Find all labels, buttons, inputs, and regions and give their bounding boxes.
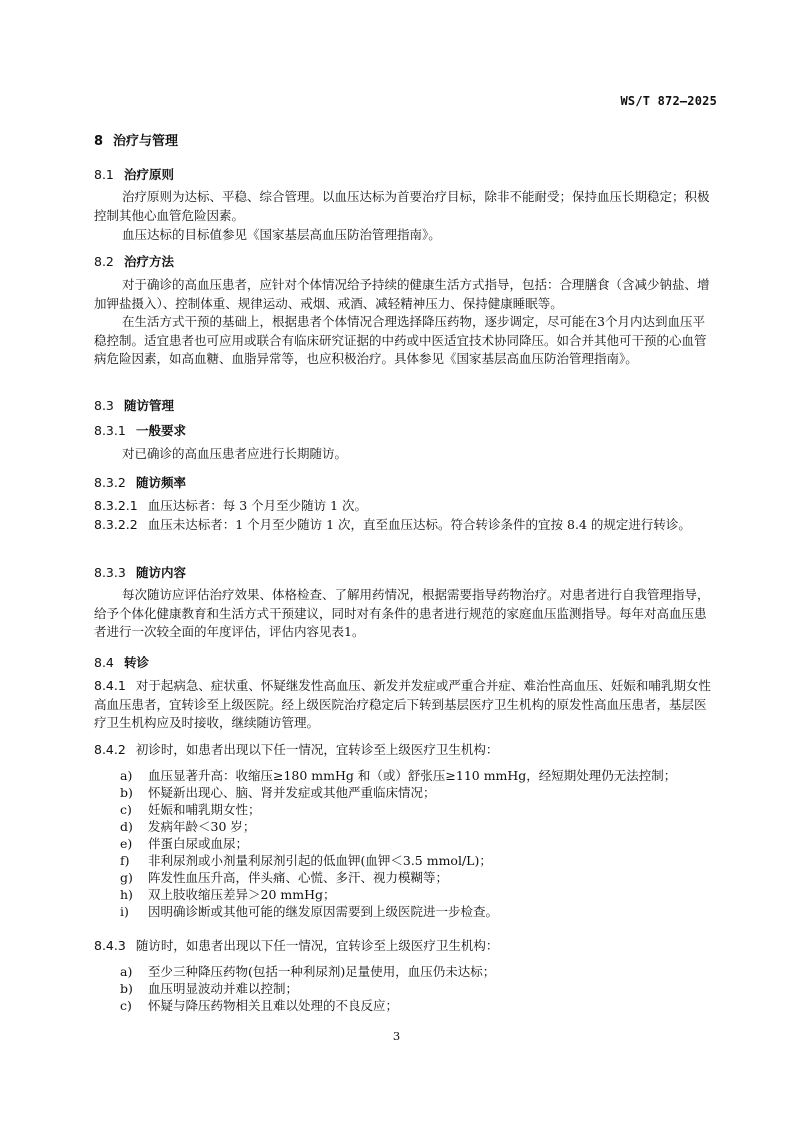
list-marker: c)	[120, 802, 132, 817]
paragraph: 治疗原则为达标、平稳、综合管理。以血压达标为首要治疗目标，除非不能耐受；保持血压长期稳定；积极控制其他心血管危险因素。	[94, 189, 710, 223]
list-text: 血压显著升高：收缩压≥180 mmHg 和（或）舒张压≥110 mmHg，经短期处理仍无法控制；	[148, 768, 677, 783]
list-text: 怀疑与降压药物相关且难以处理的不良反应；	[148, 998, 399, 1013]
list-item	[120, 869, 716, 886]
list-text: 妊娠和哺乳期女性；	[148, 802, 261, 817]
clause-number: 8.4.1	[94, 678, 126, 693]
section-number: 8	[94, 134, 104, 149]
section-number: 8.3	[94, 398, 114, 413]
section-title: 随访内容	[136, 565, 187, 580]
section-heading-8-3-2	[94, 473, 186, 491]
list-marker: h)	[120, 887, 133, 902]
list-text: 怀疑新出现心、脑、肾并发症或其他严重临床情况；	[148, 785, 436, 800]
clause-8-4-1	[94, 677, 716, 733]
list-item	[120, 852, 716, 869]
list-marker: c)	[120, 998, 132, 1013]
section-heading-8-3	[94, 396, 174, 414]
clause-number: 8.4.2	[94, 742, 126, 757]
section-heading-8-3-3	[94, 563, 186, 581]
clause-8-3-2-1	[94, 497, 716, 516]
paragraph: 每次随访应评估治疗效果、体格检查、了解用药情况，根据需要指导药物治疗。对患者进行自我管理指导，给予个体化健康教育和生活方式干预建议，同时对有条件的患者进行规范的家庭血压监测指导。每年对高血压患者进行一次较全面的年度评估，评估内容见表1。	[94, 587, 710, 640]
section-number: 8.1	[94, 167, 114, 182]
clause-8-4-3	[94, 937, 716, 956]
list-text: 发病年龄＜30 岁；	[148, 819, 256, 834]
list-item	[120, 835, 716, 852]
clause-text: 初诊时，如患者出现以下任一情况，宜转诊至上级医疗卫生机构：	[135, 742, 499, 757]
clause-number: 8.3.2.1	[94, 498, 138, 513]
list-item	[120, 784, 716, 801]
list-marker: a)	[120, 768, 133, 783]
list-item	[120, 818, 716, 835]
list-text: 因明确诊断或其他可能的继发原因需要到上级医院进一步检查。	[148, 904, 499, 919]
section-number: 8.3.2	[94, 475, 126, 490]
standard-number: WS/T 872—2025	[620, 94, 717, 108]
clause-8-3-2-2	[94, 516, 716, 535]
section-heading-8-4	[94, 653, 149, 671]
list-item	[120, 963, 716, 980]
section-title: 治疗与管理	[113, 134, 179, 149]
section-number: 8.2	[94, 254, 114, 269]
list-marker: g)	[120, 870, 133, 885]
list-marker: f)	[120, 853, 130, 868]
list-item	[120, 767, 716, 784]
section-title: 一般要求	[136, 423, 187, 438]
list-8-4-2	[120, 767, 716, 920]
list-marker: e)	[120, 836, 133, 851]
list-text: 伴蛋白尿或血尿；	[148, 836, 249, 851]
page-number: 3	[392, 1029, 401, 1043]
list-text: 至少三种降压药物(包括一种利尿剂)足量使用，血压仍未达标；	[148, 964, 496, 979]
clause-number: 8.4.3	[94, 938, 126, 953]
section-heading-8-1	[94, 165, 174, 183]
list-item	[120, 903, 716, 920]
clause-number: 8.3.2.2	[94, 517, 138, 532]
list-item	[120, 980, 716, 997]
list-marker: b)	[120, 981, 133, 996]
section-title: 治疗原则	[124, 167, 175, 182]
list-text: 双上肢收缩压差异＞20 mmHg；	[148, 887, 336, 902]
list-item	[120, 997, 716, 1014]
paragraph: 血压达标的目标值参见《国家基层高血压防治管理指南》。	[122, 227, 441, 242]
section-title: 随访管理	[124, 398, 175, 413]
list-marker: a)	[120, 964, 133, 979]
clause-text: 对于起病急、症状重、怀疑继发性高血压、新发并发症或严重合并症、难治性高血压、妊娠和哺乳期女性高血压患者，宜转诊至上级医院。经上级医院治疗稳定后下转到基层医疗卫生机构的原发性高血压患者，基层医疗卫生机构应及时接收，继续随访管理。	[94, 678, 711, 731]
clause-text: 随访时，如患者出现以下任一情况，宜转诊至上级医疗卫生机构：	[135, 938, 499, 953]
list-item	[120, 886, 716, 903]
section-heading-8	[94, 130, 178, 149]
paragraph: 对于确诊的高血压患者，应针对个体情况给予持续的健康生活方式指导，包括：合理膳食（含减少钠盐、增加钾盐摄入）、控制体重、规律运动、戒烟、戒酒、减轻精神压力、保持健康睡眠等。	[94, 277, 710, 311]
list-marker: b)	[120, 785, 133, 800]
section-number: 8.4	[94, 655, 114, 670]
list-8-4-3	[120, 963, 716, 1014]
section-title: 随访频率	[136, 475, 187, 490]
paragraph: 在生活方式干预的基础上，根据患者个体情况合理选择降压药物，逐步调定，尽可能在3个月内达到血压平稳控制。适宜患者也可应用或联合有临床研究证据的中药或中医适宜技术协同降压。如合并其他可干预的心血管病危险因素，如高血糖、血脂异常等，也应积极治疗。具体参见《国家基层高血压防治管理指南》。	[94, 314, 707, 367]
section-title: 转诊	[124, 655, 150, 670]
paragraph: 对已确诊的高血压患者应进行长期随访。	[122, 446, 348, 461]
section-heading-8-2	[94, 252, 174, 270]
list-text: 血压明显波动并难以控制；	[148, 981, 299, 996]
clause-text: 血压未达标者：1 个月至少随访 1 次，直至血压达标。符合转诊条件的宜按 8.4 的规定进行转诊。	[147, 517, 691, 532]
list-text: 阵发性血压升高，伴头痛、心慌、多汗、视力模糊等；	[148, 870, 449, 885]
section-number: 8.3.3	[94, 565, 126, 580]
list-marker: i)	[120, 904, 129, 919]
list-marker: d)	[120, 819, 133, 834]
list-text: 非利尿剂或小剂量利尿剂引起的低血钾(血钾＜3.5 mmol/L)；	[148, 853, 492, 868]
list-item	[120, 801, 716, 818]
section-heading-8-3-1	[94, 421, 186, 439]
clause-8-4-2	[94, 741, 716, 760]
section-title: 治疗方法	[124, 254, 175, 269]
clause-text: 血压达标者：每 3 个月至少随访 1 次。	[147, 498, 368, 513]
section-number: 8.3.1	[94, 423, 126, 438]
